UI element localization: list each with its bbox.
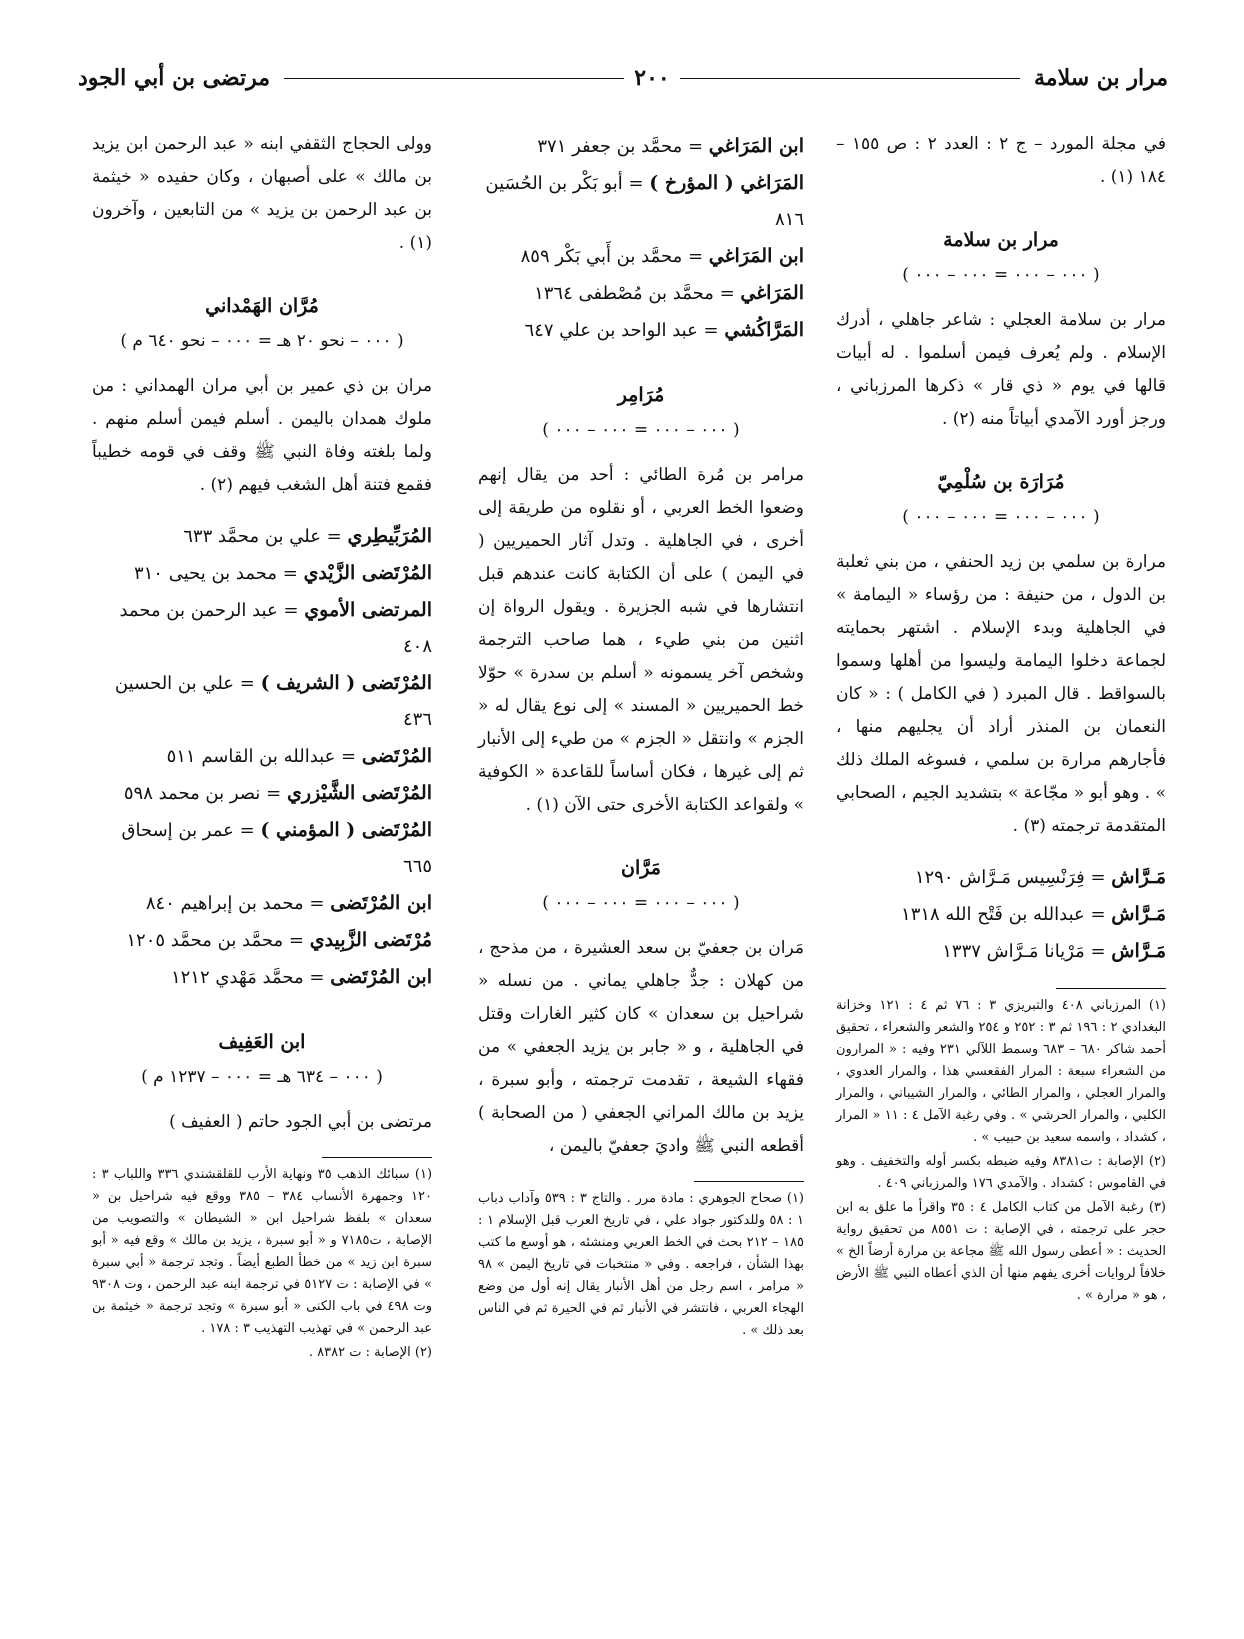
entry-dates: ( ٠٠٠ – نحو ٢٠ هـ = ٠٠٠ – نحو ٦٤٠ م ) <box>120 331 404 351</box>
header-rule-left <box>284 78 624 79</box>
entry-dates: ( ٠٠٠ – ٠٠٠ = ٠٠٠ – ٠٠٠ ) <box>542 420 740 440</box>
entry-body: مران بن ذي عمير بن أبي مران الهمداني : من ملوك همدان باليمن . أسلم فيمن أسلم منهم . ولما بلغته وفاة النبي ﷺ وقف في قومه خطيباً فقمع فتنة أهل الشغب فيهم (٢) . <box>92 376 432 495</box>
footnote-rule <box>1056 988 1166 989</box>
entry-body: مَران بن جعفيّ بن سعد العشيرة ، من مذحج ، من كهلان : جدٌّ جاهلي يماني . من نسله « شراحيل بن سعدان » كان كثير الغارات وقتل في الجاهلية ، و « جابر بن يزيد الجعفي » من فقهاء الشيعة ، تقدمت ترجمته ، وأبو سبرة ، يزيد بن مالك المراني الجعفي ( من الصحابة ) أقطعه النبي ﷺ واديَ جعفيّ باليمن ، <box>478 938 804 1156</box>
page-number: ٢٠٠ <box>634 65 670 91</box>
cross-reference: مُرْتَضى الزَّبِيدي = محمَّد بن محمَّد ١٢٠٥ <box>126 929 432 951</box>
cross-reference: المَرَّاكُشي = عبد الواحد بن علي ٦٤٧ <box>524 319 804 341</box>
column-right <box>836 128 1166 1309</box>
entry-dates: ( ٠٠٠ – ٦٣٤ هـ = ٠٠٠ – ١٢٣٧ م ) <box>141 1067 383 1087</box>
cross-reference: مَـرَّاش = عبدالله بن فَتْح الله ١٣١٨ <box>901 903 1166 925</box>
footnote: (١) سبائك الذهب ٣٥ ونهاية الأرب للقلقشندي ٣٣٦ واللباب ٣ : ١٢٠ وجمهرة الأنساب ٣٨٤ – ٣٨٥ ووقع فيه شراحيل بن « سعدان » بلفظ شراحيل ابن « الشيطان » والتصويب من الإصابة ، ت٧١٨٥ و « أبو سبرة ، يزيد بن مالك » وقع فيه « أبو سبرة ابن زيد » من خطأ الطبع أيضاً . وتجد ترجمة « أبي سبرة » في الإصابة : ت ٥١٢٧ في ترجمة ابنه عبد الرحمن ، وت ٩٣٠٨ وت ٤٩٨ في باب الكنى « أبو سبرة » وتجد ترجمة « خيثمة بن عبد الرحمن » في تهذيب التهذيب ٣ : ١٧٨ . <box>92 1167 433 1336</box>
column-left <box>92 128 432 1366</box>
cross-reference: ابن المَرَاغي = محمَّد بن أَبي بَكْر ٨٥٩ <box>520 245 804 267</box>
footnotes <box>836 995 1166 1307</box>
cross-reference: المرتضى الأموي = عبد الرحمن بن محمد ٤٠٨ <box>119 599 432 657</box>
column-middle <box>478 128 804 1344</box>
header-center <box>284 65 1020 91</box>
column-left-intro: وولى الحجاج الثقفي ابنه « عبد الرحمن ابن يزيد بن مالك » على أصبهان ، وكان حفيده « خيثمة بن عبد الرحمن بن يزيد » من التابعين ، وآخرون (١) . <box>92 134 432 253</box>
entry-dates: ( ٠٠٠ – ٠٠٠ = ٠٠٠ – ٠٠٠ ) <box>902 265 1100 285</box>
entry-title: مُرَّان الهَمْداني <box>205 295 319 317</box>
footnote: (١) صحاح الجوهري : مادة مرر . والتاج ٣ : ٥٣٩ وآداب دباب ١ : ٥٨ وللدكتور جواد علي ، في تاريخ العرب قبل الإسلام ١ : ١٨٥ – ٢١٢ بحث في الخط العربي ومنشئه ، هو أوسع ما كتب بهذا الشأن ، فراجعه . وفي « منتخبات في تاريخ اليمن » ٩٨ « مرامر ، اسم رجل من أهل الأنبار يقال إنه أول من وضع الهجاء العربي ، فانتشر في الأنبار ثم في الحيرة ثم في الناس بعد ذلك » . <box>478 1191 805 1338</box>
footnote: (٢) الإصابة : ت ٨٣٨٢ . <box>308 1345 432 1360</box>
cross-reference: ابن المُرْتَضى = محمد بن إبراهيم ٨٤٠ <box>145 892 432 914</box>
entry-title: مُرَارَة بن سُلْمِيّ <box>937 471 1065 493</box>
cross-reference: المُرْتَضى ( المؤمني ) = عمر بن إسحاق ٦٦٥ <box>121 819 432 877</box>
entry-dates: ( ٠٠٠ – ٠٠٠ = ٠٠٠ – ٠٠٠ ) <box>902 507 1100 527</box>
cross-reference: المُرْتَضى الشَّيْزري = نصر بن محمد ٥٩٨ <box>123 782 432 804</box>
entry-title: ابن العَفِيف <box>218 1031 306 1053</box>
entry-body: مرامر بن مُرة الطائي : أحد من يقال إنهم وضعوا الخط العربي ، أو نقلوه من طريقة إلى أخرى ، في الجاهلية . وتدل آثار الحميريين ( في اليمن ) على أن الكتابة كانت عندهم قبل انتشارها في شبه الجزيرة . ويقول الرواة إن اثنين من بني طيء ، هما صاحب الترجمة وشخص آخر يسمونه « أسلم بن سدرة » حوّلا خط الحميريين « المسند » إلى نوع يقال له « الجزم » وانتقل « الجزم » من طيء إلى الأنبار ثم إلى غيرها ، فكان أساساً للقاعدة « الكوفية » ولقواعد الكتابة الأخرى حتى الآن (١) . <box>478 465 804 815</box>
footnotes <box>92 1164 432 1364</box>
footnote: (١) المرزباني ٤٠٨ والتبريزي ٣ : ٧٦ ثم ٤ : ١٢١ وخزانة البغدادي ٢ : ١٩٦ ثم ٣ : ٢٥٢ و ٢٥٤ والشعر والشعراء ، تحقيق أحمد شاكر ٦٨٠ – ٦٨٣ وسمط اللآلي ٢٣١ وفيه : « المرارون من الشعراء سبعة : المرار الفقعسي هذا ، والمرار العدوي ، والمرار العجلي ، والمرار الطائي ، والمرار الشيباني ، والمرار الكلبي ، والمرار الحرشي » . وفي رغبة الآمل ٤ : ١١ « المرار ، كشداد ، واسمه سعيد بن حبيب » . <box>836 998 1166 1145</box>
cross-reference: المَرَاغي ( المؤرخ ) = أبو بَكْر بن الحُسَين ٨١٦ <box>485 172 804 230</box>
header-rule-right <box>680 78 1020 79</box>
entry-body: مرارة بن سلمي بن زيد الحنفي ، من بني ثعلبة بن الدول ، من حنيفة : من رؤساء « اليمامة » في الجاهلية وبدء الإسلام . اشتهر بحمايته لجماعة دخلوا اليمامة وليسوا من أهلها وسموا بالسواقط . قال المبرد ( في الكامل ) : « كان النعمان بن المنذر أراد أن يجليهم منها ، فأجارهم مرارة بن سلمي ، فسوغه الملك ذلك » . وهو أبو « مجّاعة » بتشديد الجيم ، الصحابي المتقدمة ترجمته (٣) . <box>836 552 1166 836</box>
entry-dates: ( ٠٠٠ – ٠٠٠ = ٠٠٠ – ٠٠٠ ) <box>542 893 740 913</box>
entry-title: مَرَّان <box>621 857 661 879</box>
footnotes <box>478 1188 804 1342</box>
cross-reference: مَـرَّاش = مَرْيانا مَـرَّاش ١٣٣٧ <box>942 940 1166 962</box>
footnote: (٣) رغبة الآمل من كتاب الكامل ٤ : ٣٥ واقرأ ما علق به ابن حجر على ترجمته ، في الإصابة : ت ٨٥٥١ من تحقيق رواية الحديث : « أعطى رسول الله ﷺ مجاعة بن مرارة أرضاً الخ » خلافاً لروايات أخرى يفهم منها أن الذي أعطاه النبي ﷺ الأرض ، هو « مرارة » . <box>836 1200 1166 1303</box>
running-header <box>78 62 1168 94</box>
cross-reference: المُرَبِّيطِري = علي بن محمَّد ٦٣٣ <box>183 525 432 547</box>
cross-reference: المُرْتَضى = عبدالله بن القاسم ٥١١ <box>166 745 432 767</box>
cross-reference: ابن المُرْتَضى = محمَّد مَهْدي ١٢١٢ <box>170 966 432 988</box>
entry-body: مرار بن سلامة العجلي : شاعر جاهلي ، أدرك الإسلام . ولم يُعرف فيمن أسلموا . له أبيات قالها في يوم « ذي قار » ذكرها المرزباني ، ورجز أورد الآمدي أبياتاً منه (٢) . <box>836 310 1166 429</box>
entry-body: مرتضى بن أبي الجود حاتم ( العفيف ) <box>169 1112 432 1132</box>
header-right-title: مرار بن سلامة <box>1034 65 1168 91</box>
cross-reference: المَرَاغي = محمَّد بن مُصْطفى ١٣٦٤ <box>534 282 804 304</box>
cross-reference: المُرْتَضى ( الشريف ) = علي بن الحسين ٤٣٦ <box>114 672 432 730</box>
entry-title: مرار بن سلامة <box>943 229 1059 251</box>
header-left-title: مرتضى بن أبي الجود <box>78 65 271 91</box>
cross-reference: مَـرَّاش = فِرَنْسِيس مَـرَّاش ١٢٩٠ <box>914 866 1166 888</box>
cross-reference: المُرْتَضى الزَّيْدي = محمد بن يحيى ٣١٠ <box>133 562 432 584</box>
cross-reference: ابن المَرَاغي = محمَّد بن جعفر ٣٧١ <box>537 135 804 157</box>
column-right-intro: في مجلة المورد – ج ٢ : العدد ٢ : ص ١٥٥ – ١٨٤ (١) . <box>836 134 1166 187</box>
footnote-rule <box>322 1157 432 1158</box>
footnote: (٢) الإصابة : ت٨٣٨١ وفيه ضبطه بكسر أوله والتخفيف . وهو في القاموس : كشداد . والآمدي ١٧٦ والمرزباني ٤٠٩ . <box>836 1154 1166 1191</box>
footnote-rule <box>694 1181 804 1182</box>
entry-title: مُرَامِر <box>617 384 665 406</box>
